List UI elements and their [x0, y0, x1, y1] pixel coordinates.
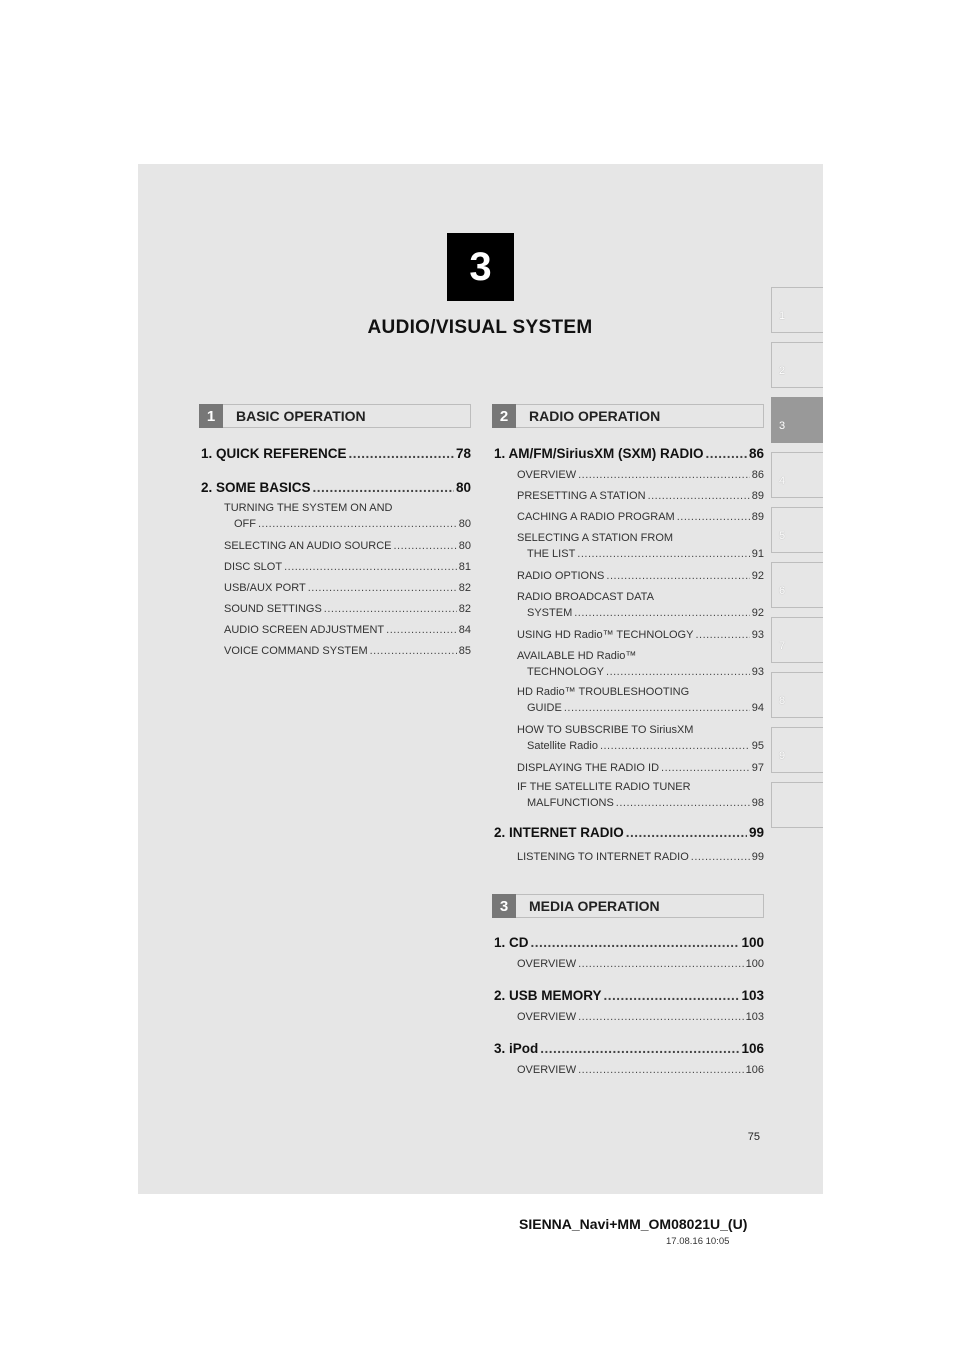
toc-subentry[interactable] — [527, 666, 764, 678]
side-tab-7[interactable] — [771, 617, 823, 663]
leader-dots — [564, 702, 750, 714]
toc-subentry-line1: HD Radio™ TROUBLESHOOTING — [517, 686, 690, 698]
toc-entry-title: OVERVIEW — [517, 1011, 577, 1023]
toc-subentry[interactable] — [527, 797, 764, 809]
toc-entry-page: 98 — [751, 797, 764, 809]
side-tab-9[interactable] — [771, 727, 823, 773]
toc-subentry[interactable] — [517, 762, 764, 774]
toc-entry-page: 86 — [751, 469, 764, 481]
leader-dots — [691, 851, 750, 863]
leader-dots — [324, 603, 457, 615]
toc-entry-ipod[interactable] — [494, 1041, 764, 1056]
toc-entry-title: SYSTEM — [527, 607, 573, 619]
toc-entry-title: THE LIST — [527, 548, 576, 560]
toc-entry-page: 100 — [741, 935, 764, 950]
side-tab-label: 8 — [779, 695, 786, 707]
side-tab-label: 4 — [779, 475, 786, 487]
side-tab-3-active[interactable] — [771, 397, 823, 443]
leader-dots — [313, 480, 454, 495]
toc-subentry[interactable] — [517, 851, 764, 863]
toc-subentry[interactable] — [517, 490, 764, 502]
toc-entry-quick-reference[interactable] — [201, 446, 471, 461]
toc-entry-title: GUIDE — [527, 702, 562, 714]
toc-entry-title: 2. INTERNET RADIO — [494, 825, 624, 840]
toc-entry-page: 82 — [458, 582, 471, 594]
side-tab-10[interactable] — [771, 782, 823, 828]
toc-entry-title: DISPLAYING THE RADIO ID — [517, 762, 660, 774]
toc-subentry-line1: IF THE SATELLITE RADIO TUNER — [517, 781, 691, 793]
toc-entry-internet-radio[interactable] — [494, 825, 764, 840]
toc-entry-page: 92 — [751, 570, 764, 582]
section-number: 1 — [199, 404, 223, 428]
toc-subentry[interactable] — [527, 607, 764, 619]
leader-dots — [706, 446, 747, 461]
toc-entry-page: 106 — [741, 1041, 764, 1056]
toc-subentry-line1: HOW TO SUBSCRIBE TO SiriusXM — [517, 724, 694, 736]
toc-entry-title: DISC SLOT — [224, 561, 283, 573]
toc-entry-title: CACHING A RADIO PROGRAM — [517, 511, 675, 523]
toc-subentry[interactable] — [224, 645, 471, 657]
side-tab-label: 6 — [779, 585, 786, 597]
leader-dots — [606, 570, 749, 582]
toc-entry-title: OVERVIEW — [517, 1064, 577, 1076]
leader-dots — [577, 548, 749, 560]
toc-subentry[interactable] — [527, 740, 764, 752]
toc-subentry-line1: SELECTING A STATION FROM — [517, 532, 674, 544]
leader-dots — [677, 511, 750, 523]
toc-subentry[interactable] — [224, 582, 471, 594]
leader-dots — [661, 762, 750, 774]
chapter-number-box — [447, 233, 514, 301]
toc-subentry[interactable] — [517, 511, 764, 523]
toc-entry-page: 78 — [455, 446, 471, 461]
toc-entry-page: 86 — [748, 446, 764, 461]
toc-entry-title: 1. CD — [494, 935, 529, 950]
toc-entry-title: SELECTING AN AUDIO SOURCE — [224, 540, 392, 552]
toc-subentry[interactable] — [527, 548, 764, 560]
toc-entry-title: USING HD Radio™ TECHNOLOGY — [517, 629, 694, 641]
toc-entry-page: 99 — [748, 825, 764, 840]
toc-subentry[interactable] — [517, 629, 764, 641]
toc-entry-title: 3. iPod — [494, 1041, 539, 1056]
toc-entry-title: 1. QUICK REFERENCE — [201, 446, 347, 461]
leader-dots — [258, 518, 457, 530]
side-tab-label: 2 — [779, 365, 786, 377]
leader-dots — [393, 540, 456, 552]
toc-subentry[interactable] — [517, 1011, 764, 1023]
toc-entry-title: OVERVIEW — [517, 958, 577, 970]
document-code: SIENNA_Navi+MM_OM08021U_(U) — [519, 1216, 748, 1232]
leader-dots — [370, 645, 457, 657]
side-tab-label: 5 — [779, 530, 786, 542]
side-tab-5[interactable] — [771, 507, 823, 553]
toc-subentry-turning-system-on-off[interactable] — [234, 518, 471, 530]
leader-dots — [308, 582, 457, 594]
leader-dots — [604, 988, 740, 1003]
toc-entry-title: PRESETTING A STATION — [517, 490, 646, 502]
toc-entry-title: AUDIO SCREEN ADJUSTMENT — [224, 624, 385, 636]
leader-dots — [600, 740, 750, 752]
section-header-radio-operation — [492, 404, 764, 428]
leader-dots — [648, 490, 750, 502]
toc-entry-page: 92 — [751, 607, 764, 619]
toc-entry-page: 93 — [751, 629, 764, 641]
leader-dots — [349, 446, 454, 461]
toc-subentry[interactable] — [517, 469, 764, 481]
toc-entry-page: 84 — [458, 624, 471, 636]
toc-entry-title: SOUND SETTINGS — [224, 603, 322, 615]
side-tab-label: 7 — [779, 640, 786, 652]
leader-dots — [578, 1064, 744, 1076]
toc-entry-title: OFF — [234, 518, 256, 530]
toc-entry-title: RADIO OPTIONS — [517, 570, 605, 582]
toc-entry-title: MALFUNCTIONS — [527, 797, 614, 809]
toc-entry-cd[interactable] — [494, 935, 764, 950]
toc-entry-am-fm-siriusxm-radio[interactable] — [494, 446, 764, 461]
section-number: 2 — [492, 404, 516, 428]
toc-entry-page: 91 — [751, 548, 764, 560]
toc-subentry[interactable] — [517, 958, 764, 970]
toc-subentry[interactable] — [517, 570, 764, 582]
toc-entry-title: 2. SOME BASICS — [201, 480, 311, 495]
section-title: BASIC OPERATION — [236, 408, 366, 424]
leader-dots — [540, 1041, 739, 1056]
side-tab-label: 1 — [779, 310, 786, 322]
leader-dots — [578, 469, 750, 481]
toc-subentry-line1: RADIO BROADCAST DATA — [517, 591, 654, 603]
toc-subentry[interactable] — [224, 603, 471, 615]
toc-entry-page: 85 — [458, 645, 471, 657]
toc-entry-title: VOICE COMMAND SYSTEM — [224, 645, 368, 657]
leader-dots — [626, 825, 747, 840]
toc-entry-title: USB/AUX PORT — [224, 582, 306, 594]
toc-subentry-line1: AVAILABLE HD Radio™ — [517, 650, 637, 662]
side-tab-2[interactable] — [771, 342, 823, 388]
toc-entry-title: 1. AM/FM/SiriusXM (SXM) RADIO — [494, 446, 704, 461]
toc-entry-page: 95 — [751, 740, 764, 752]
toc-entry-some-basics[interactable] — [201, 480, 471, 495]
toc-entry-page: 103 — [745, 1011, 764, 1023]
toc-entry-title: OVERVIEW — [517, 469, 577, 481]
leader-dots — [531, 935, 740, 950]
toc-entry-page: 80 — [458, 518, 471, 530]
toc-subentry-line1: TURNING THE SYSTEM ON AND — [224, 502, 393, 514]
toc-subentry[interactable] — [224, 624, 471, 636]
section-number: 3 — [492, 894, 516, 918]
toc-entry-page: 94 — [751, 702, 764, 714]
chapter-title: AUDIO/VISUAL SYSTEM — [367, 317, 593, 338]
toc-entry-page: 103 — [741, 988, 764, 1003]
toc-entry-page: 97 — [751, 762, 764, 774]
section-header-basic-operation — [199, 404, 471, 428]
document-date: 17.08.16 10:05 — [666, 1236, 730, 1247]
side-tab-6[interactable] — [771, 562, 823, 608]
side-tab-label: 3 — [779, 420, 786, 432]
toc-entry-page: 89 — [751, 490, 764, 502]
toc-entry-page: 81 — [458, 561, 471, 573]
section-title: RADIO OPERATION — [529, 408, 661, 424]
toc-entry-page: 89 — [751, 511, 764, 523]
toc-entry-page: 82 — [458, 603, 471, 615]
toc-entry-title: LISTENING TO INTERNET RADIO — [517, 851, 689, 863]
toc-entry-page: 80 — [458, 540, 471, 552]
leader-dots — [695, 629, 749, 641]
section-title: MEDIA OPERATION — [529, 898, 660, 914]
toc-entry-page: 93 — [751, 666, 764, 678]
toc-entry-title: 2. USB MEMORY — [494, 988, 602, 1003]
toc-subentry[interactable] — [517, 1064, 764, 1076]
toc-entry-page: 100 — [745, 958, 764, 970]
side-tab-label: 9 — [779, 750, 786, 762]
leader-dots — [574, 607, 750, 619]
chapter-number: 3 — [469, 244, 492, 289]
toc-subentry[interactable] — [527, 702, 764, 714]
toc-entry-usb-memory[interactable] — [494, 988, 764, 1003]
toc-entry-page: 99 — [751, 851, 764, 863]
toc-entry-title: TECHNOLOGY — [527, 666, 605, 678]
side-tab-8[interactable] — [771, 672, 823, 718]
toc-entry-title: Satellite Radio — [527, 740, 598, 752]
leader-dots — [386, 624, 457, 636]
leader-dots — [578, 958, 744, 970]
toc-entry-page: 106 — [745, 1064, 764, 1076]
leader-dots — [616, 797, 750, 809]
side-tab-4[interactable] — [771, 452, 823, 498]
side-tab-1[interactable] — [771, 287, 823, 333]
page-number: 75 — [747, 1131, 760, 1143]
toc-subentry[interactable] — [224, 540, 471, 552]
toc-entry-page: 80 — [455, 480, 471, 495]
leader-dots — [606, 666, 750, 678]
leader-dots — [578, 1011, 744, 1023]
section-header-media-operation — [492, 894, 764, 918]
toc-subentry[interactable] — [224, 561, 471, 573]
leader-dots — [284, 561, 457, 573]
